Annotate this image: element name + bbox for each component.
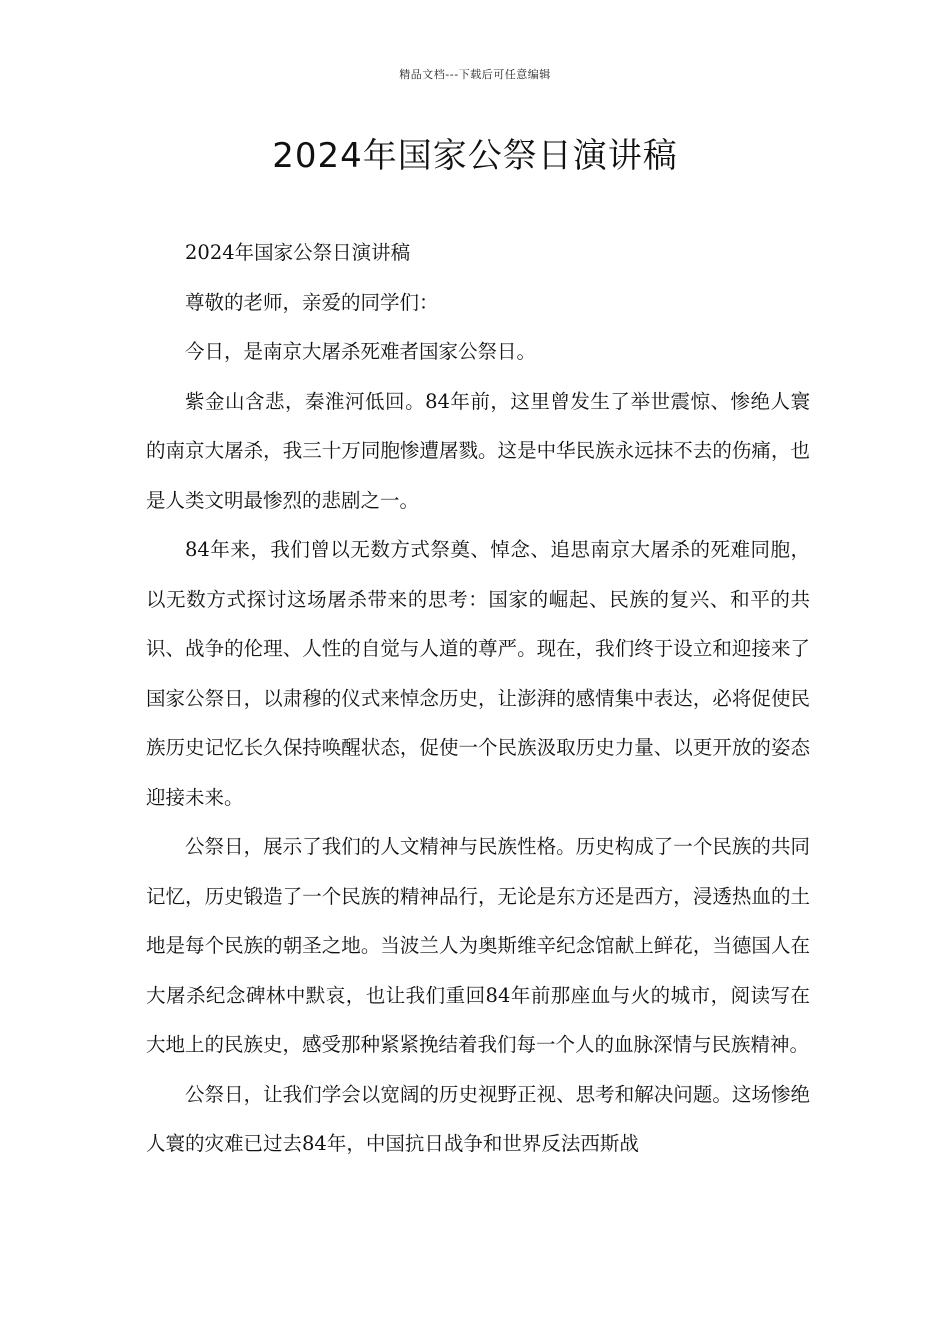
document-body [146, 228, 810, 1169]
header-note: 精品文档---下载后可任意编辑 [399, 68, 551, 81]
document-title: 2024年国家公祭日演讲稿 [272, 136, 678, 176]
paragraph: 84年来，我们曾以无数方式祭奠、悼念、追思南京大屠杀的死难同胞，以无数方式探讨这场屠杀带来的思考：国家的崛起、民族的复兴、和平的共识、战争的伦理、人性的自觉与人道的尊严。现在，我们终于设立和迎接来了国家公祭日，以肃穆的仪式来悼念历史，让澎湃的感情集中表达，必将促使民族历史记忆长久保持唤醒状态，促使一个民族汲取历史力量、以更开放的姿态迎接未来。 [146, 538, 810, 809]
paragraph-salutation: 尊敬的老师，亲爱的同学们： [185, 290, 439, 314]
paragraph: 公祭日，展示了我们的人文精神与民族性格。历史构成了一个民族的共同记忆，历史锻造了一个民族的精神品行，无论是东方还是西方，浸透热血的土地是每个民族的朝圣之地。当波兰人为奥斯维辛纪念馆献上鲜花，当德国人在大屠杀纪念碑林中默哀，也让我们重回84年前那座血与火的城市，阅读写在大地上的民族史，感受那种紧紧挽结着我们每一个人的血脉深情与民族精神。 [146, 835, 810, 1056]
paragraph: 公祭日，让我们学会以宽阔的历史视野正视、思考和解决问题。这场惨绝人寰的灾难已过去84年，中国抗日战争和世界反法西斯战 [146, 1082, 810, 1155]
paragraph: 紫金山含悲，秦淮河低回。84年前，这里曾发生了举世震惊、惨绝人寰的南京大屠杀，我三十万同胞惨遭屠戮。这是中华民族永远抹不去的伤痛，也是人类文明最惨烈的悲剧之一。 [146, 389, 810, 512]
paragraph: 今日，是南京大屠杀死难者国家公祭日。 [185, 340, 537, 363]
paragraph-subtitle: 2024年国家公祭日演讲稿 [185, 241, 411, 264]
